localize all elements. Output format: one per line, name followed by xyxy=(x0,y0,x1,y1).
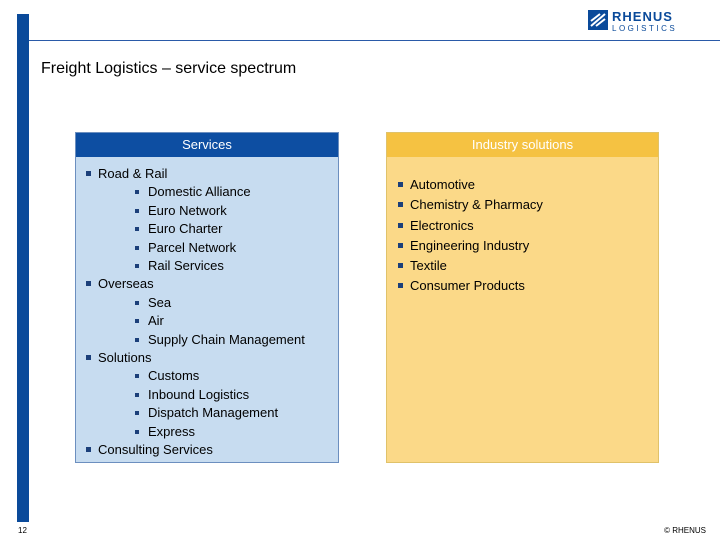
list-item: Solutions Customs Inbound Logistics Dispatch Management Express xyxy=(85,349,305,441)
list-item: Automotive xyxy=(397,175,543,195)
list-item: Engineering Industry xyxy=(397,236,543,256)
list-item: Sea xyxy=(134,294,305,312)
page-number: 12 xyxy=(18,526,27,535)
services-header: Services xyxy=(76,133,338,157)
header-rule xyxy=(29,40,720,41)
industry-header: Industry solutions xyxy=(387,133,658,157)
rhenus-logo xyxy=(588,7,706,33)
list-item: Consumer Products xyxy=(397,276,543,296)
list-item: Supply Chain Management xyxy=(134,331,305,349)
industry-solutions-panel xyxy=(386,132,659,463)
list-item: Road & Rail Domestic Alliance Euro Network Euro Charter Parcel Network Rail Services xyxy=(85,165,305,275)
list-item: Rail Services xyxy=(134,257,305,275)
list-item: Consulting Services xyxy=(85,441,305,459)
services-list xyxy=(85,165,305,460)
list-item: Chemistry & Pharmacy xyxy=(397,195,543,215)
copyright-notice: © RHENUS xyxy=(664,526,706,535)
list-item: Domestic Alliance xyxy=(134,183,305,201)
left-accent-stripe xyxy=(17,14,29,522)
svg-text:RHENUS: RHENUS xyxy=(612,9,673,24)
list-item: Inbound Logistics xyxy=(134,386,305,404)
list-item: Euro Network xyxy=(134,202,305,220)
list-item: Parcel Network xyxy=(134,239,305,257)
list-item: Euro Charter xyxy=(134,220,305,238)
industry-list xyxy=(397,175,543,297)
list-item: Overseas Sea Air Supply Chain Management xyxy=(85,275,305,349)
list-item: Textile xyxy=(397,256,543,276)
slide-title: Freight Logistics – service spectrum xyxy=(41,60,297,77)
list-item: Air xyxy=(134,312,305,330)
list-item: Customs xyxy=(134,367,305,385)
list-item: Express xyxy=(134,423,305,441)
services-panel xyxy=(75,132,339,463)
list-item: Dispatch Management xyxy=(134,404,305,422)
svg-text:LOGISTICS: LOGISTICS xyxy=(612,24,678,33)
list-item: Electronics xyxy=(397,216,543,236)
